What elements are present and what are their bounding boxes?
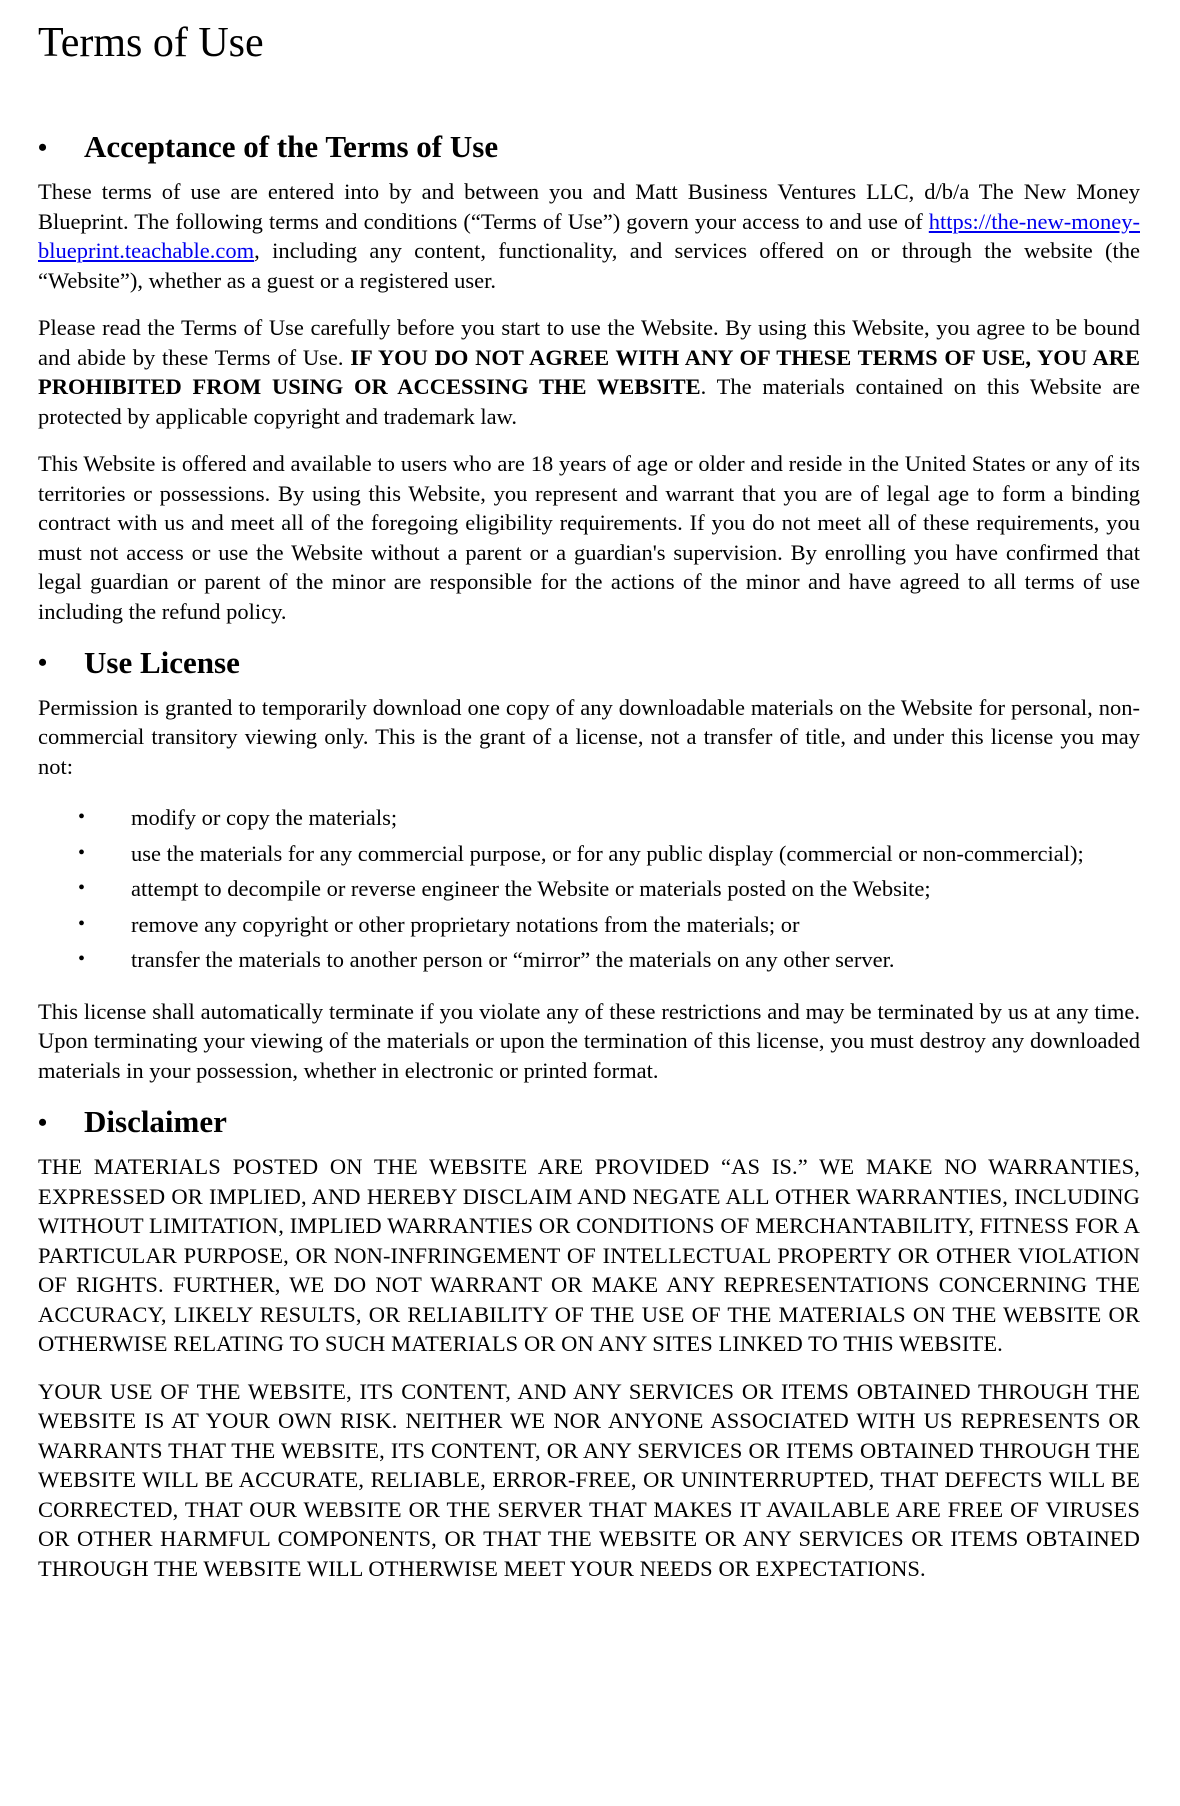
bullet-icon: • <box>38 132 48 162</box>
list-item <box>78 874 1140 904</box>
bullet-icon: • <box>78 841 86 864</box>
list-item-text: attempt to decompile or reverse engineer the Website or materials posted on the Website; <box>131 876 931 902</box>
list-item-text: transfer the materials to another person or “mirror” the materials on any other server. <box>131 947 895 973</box>
disclaimer-paragraph-1: THE MATERIALS POSTED ON THE WEBSITE ARE PROVIDED “AS IS.” WE MAKE NO WARRANTIES, EXPRESSED OR IMPLIED, AND HEREBY DISCLAIM AND NEGATE ALL OTHER WARRANTIES, INCLUDING WITHOUT LIMITATION, IMPLIED WARRANTIES OR CONDITIONS OF MERCHANTABILITY, FITNESS FOR A PARTICULAR PURPOSE, OR NON-INFRINGEMENT OF INTELLECTUAL PROPERTY OR OTHER VIOLATION OF RIGHTS. FURTHER, WE DO NOT WARRANT OR MAKE ANY REPRESENTATIONS CONCERNING THE ACCURACY, LIKELY RESULTS, OR RELIABILITY OF THE USE OF THE MATERIALS ON THE WEBSITE OR OTHERWISE RELATING TO SUCH MATERIALS OR ON ANY SITES LINKED TO THIS WEBSITE. <box>38 1154 1140 1357</box>
bullet-icon: • <box>78 806 86 829</box>
bullet-icon: • <box>78 948 86 971</box>
license-restrictions-list <box>38 803 1140 975</box>
document-page <box>38 18 1140 1601</box>
section-heading-disclaimer <box>38 1103 1140 1142</box>
section-heading-label: Acceptance of the Terms of Use <box>84 129 499 165</box>
list-item <box>78 910 1140 940</box>
paragraph-text: , including any content, functionality, and services offered on or through the website (the “Website”), whether as a guest or a registered user. <box>38 238 1140 293</box>
paragraph-text: . The materials contained on this Website are protected by applicable copyright and trademark law. <box>38 374 1141 429</box>
paragraph-text: Please read the Terms of Use carefully before you start to use the Website. By using this Website, you agree to be bound and abide by these Terms of Use. <box>38 315 1140 370</box>
list-item <box>78 839 1140 869</box>
section-heading-label: Use License <box>84 645 240 681</box>
acceptance-paragraph-3: This Website is offered and available to users who are 18 years of age or older and reside in the United States or any of its territories or possessions. By using this Website, you represent and warrant that you are of legal age to form a binding contract with us and meet all of the foregoing eligibility requirements. If you do not meet all of these requirements, you must not access or use the Website without a parent or a guardian's supervision. By enrolling you have confirmed that legal guardian or parent of the minor are responsible for the actions of the minor and have agreed to all terms of use including the refund policy. <box>38 451 1140 624</box>
list-item-text: modify or copy the materials; <box>131 805 398 831</box>
list-item-text: use the materials for any commercial purpose, or for any public display (commercial or non-commercial); <box>131 840 1084 866</box>
bullet-icon: • <box>78 877 86 900</box>
license-outro: This license shall automatically terminate if you violate any of these restrictions and may be terminated by us at any time. Upon terminating your viewing of the materials or upon the termination of this license, you must destroy any downloaded materials in your possession, whether in electronic or printed format. <box>38 998 1140 1083</box>
section-disclaimer <box>38 1103 1140 1583</box>
bullet-icon: • <box>38 1107 48 1137</box>
section-heading-acceptance <box>38 128 1140 167</box>
bullet-icon: • <box>38 648 48 678</box>
paragraph-text: These terms of use are entered into by and between you and Matt Business Ventures LLC, d/b/a The New Money Blueprint. The following terms and conditions (“Terms of Use”) govern your access to and use of <box>38 179 1140 234</box>
acceptance-paragraph-2 <box>38 313 1140 431</box>
list-item <box>78 803 1140 833</box>
section-acceptance <box>38 128 1140 626</box>
disclaimer-paragraph-2: YOUR USE OF THE WEBSITE, ITS CONTENT, AND ANY SERVICES OR ITEMS OBTAINED THROUGH THE WEBSITE IS AT YOUR OWN RISK. NEITHER WE NOR ANYONE ASSOCIATED WITH US REPRESENTS OR WARRANTS THAT THE WEBSITE, ITS CONTENT, OR ANY SERVICES OR ITEMS OBTAINED THROUGH THE WEBSITE WILL BE ACCURATE, RELIABLE, ERROR-FREE, OR UNINTERRUPTED, THAT DEFECTS WILL BE CORRECTED, THAT OUR WEBSITE OR THE SERVER THAT MAKES IT AVAILABLE ARE FREE OF VIRUSES OR OTHER HARMFUL COMPONENTS, OR THAT THE WEBSITE OR ANY SERVICES OR ITEMS OBTAINED THROUGH THE WEBSITE WILL OTHERWISE MEET YOUR NEEDS OR EXPECTATIONS. <box>38 1378 1140 1581</box>
section-use-license <box>38 644 1140 1085</box>
section-heading-use-license <box>38 644 1140 683</box>
license-intro: Permission is granted to temporarily download one copy of any downloadable materials on the Website for personal, non-commercial transitory viewing only. This is the grant of a license, not a transfer of title, and under this license you may not: <box>38 694 1140 779</box>
bullet-icon: • <box>78 912 86 935</box>
section-heading-label: Disclaimer <box>84 1104 227 1140</box>
acceptance-paragraph-1 <box>38 177 1140 295</box>
list-item <box>78 945 1140 975</box>
list-item-text: remove any copyright or other proprietary notations from the materials; or <box>131 911 800 937</box>
page-title: Terms of Use <box>38 20 264 66</box>
website-link[interactable]: https://the-new-money-blueprint.teachable.com <box>38 208 1140 264</box>
prohibition-notice: IF YOU DO NOT AGREE WITH ANY OF THESE TERMS OF USE, YOU ARE PROHIBITED FROM USING OR ACCESSING THE WEBSITE <box>38 344 1141 400</box>
